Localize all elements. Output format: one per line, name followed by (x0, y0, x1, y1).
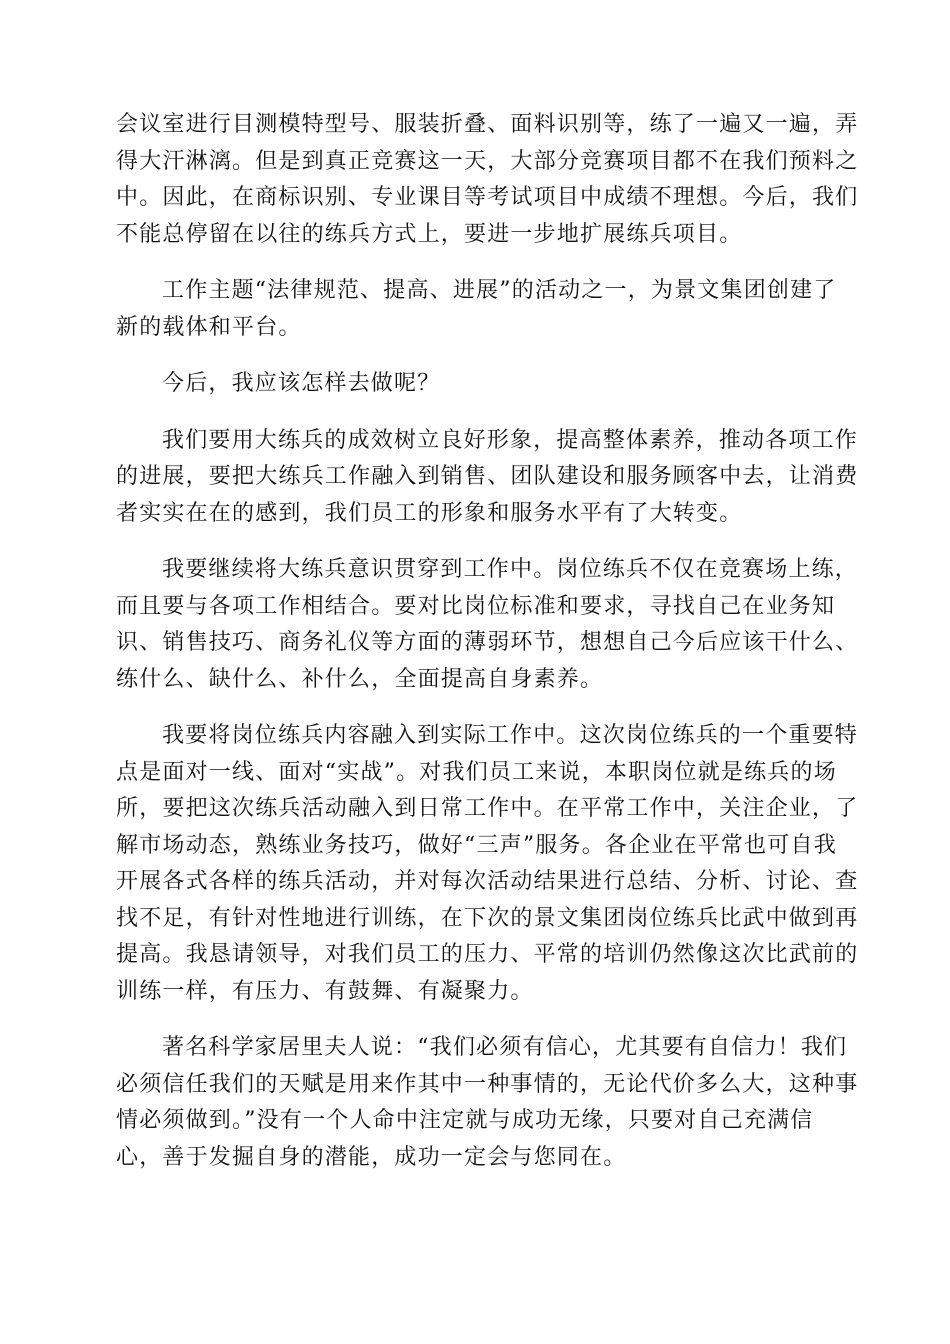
paragraph-line: 所，要把这次练兵活动融入到日常工作中。在平常工作中，关注企业，了 (116, 796, 859, 821)
paragraph-line: 我们要用大练兵的成效树立良好形象，提高整体素养，推动各项工作 (162, 427, 859, 453)
paragraph-line: 中。因此，在商标识别、专业课目等考试项目中成绩不理想。今后，我们 (116, 185, 859, 210)
paragraph-line: 不能总停留在以往的练兵方式上，要进一步地扩展练兵项目。 (116, 221, 743, 247)
paragraph-line: 必须信任我们的天赋是用来作其中一种事情的，无论代价多么大，这种事 (116, 1071, 859, 1097)
paragraph-line: 新的载体和平台。 (116, 314, 302, 340)
paragraph-line: 工作主题“法律规范、提高、进展”的活动之一，为景文集团创建了 (162, 278, 837, 303)
paragraph-line: 我要将岗位练兵内容融入到实际工作中。这次岗位练兵的一个重要特 (162, 723, 859, 748)
paragraph-line: 提高。我恳请领导，对我们员工的压力、平常的培训仍然像这次比武前的 (116, 942, 859, 967)
paragraph-1 (116, 107, 859, 253)
paragraph-line: 而且要与各项工作相结合。要对比岗位标准和要求，寻找自己在业务知 (116, 593, 836, 619)
paragraph-line: 找不足，有针对性地进行训练，在下次的景文集团岗位练兵比武中做到再 (116, 905, 859, 931)
paragraph-line: 识、销售技巧、商务礼仪等方面的薄弱环节，想想自己今后应该干什么、 (116, 630, 859, 655)
paragraph-line: 我要继续将大练兵意识贯穿到工作中。岗位练兵不仅在竞赛场上练， (162, 557, 859, 582)
paragraph-4 (116, 423, 859, 533)
paragraph-6 (116, 718, 859, 1010)
paragraph-line: 今后，我应该怎样去做呢？ (162, 371, 441, 396)
paragraph-5 (116, 552, 859, 698)
paragraph-line: 心，善于发掘自身的潜能，成功一定会与您同在。 (116, 1144, 627, 1170)
paragraph-line: 解市场动态，熟练业务技巧，做好“三声”服务。各企业在平常也可自我 (116, 832, 837, 858)
paragraph-line: 的进展，要把大练兵工作融入到销售、团队建设和服务顾客中去，让消费 (116, 464, 859, 489)
paragraph-line: 得大汗淋漓。但是到真正竞赛这一天，大部分竞赛项目都不在我们预料之 (116, 148, 859, 174)
paragraph-line: 会议室进行目测模特型号、服装折叠、面料识别等，练了一遍又一遍，弄 (116, 112, 859, 137)
paragraph-line: 训练一样，有压力、有鼓舞、有凝聚力。 (116, 978, 534, 1004)
paragraph-line: 情必须做到。”没有一个人命中注定就与成功无缘，只要对自己充满信 (116, 1108, 814, 1133)
paragraph-line: 者实实在在的感到，我们员工的形象和服务水平有了大转变。 (116, 500, 743, 526)
document-body (116, 107, 859, 1196)
paragraph-line: 开展各式各样的练兵活动，并对每次活动结果进行总结、分析、讨论、查 (116, 869, 859, 894)
paragraph-line: 著名科学家居里夫人说：“我们必须有信心，尤其要有自信力！我们 (162, 1035, 848, 1060)
paragraph-2 (116, 273, 836, 346)
paragraph-line: 点是面对一线、面对“实战”。对我们员工来说，本职岗位就是练兵的场 (116, 759, 837, 785)
paragraph-3 (116, 366, 836, 403)
paragraph-7 (116, 1030, 859, 1176)
paragraph-line: 练什么、缺什么、补什么，全面提高自身素养。 (116, 666, 604, 692)
